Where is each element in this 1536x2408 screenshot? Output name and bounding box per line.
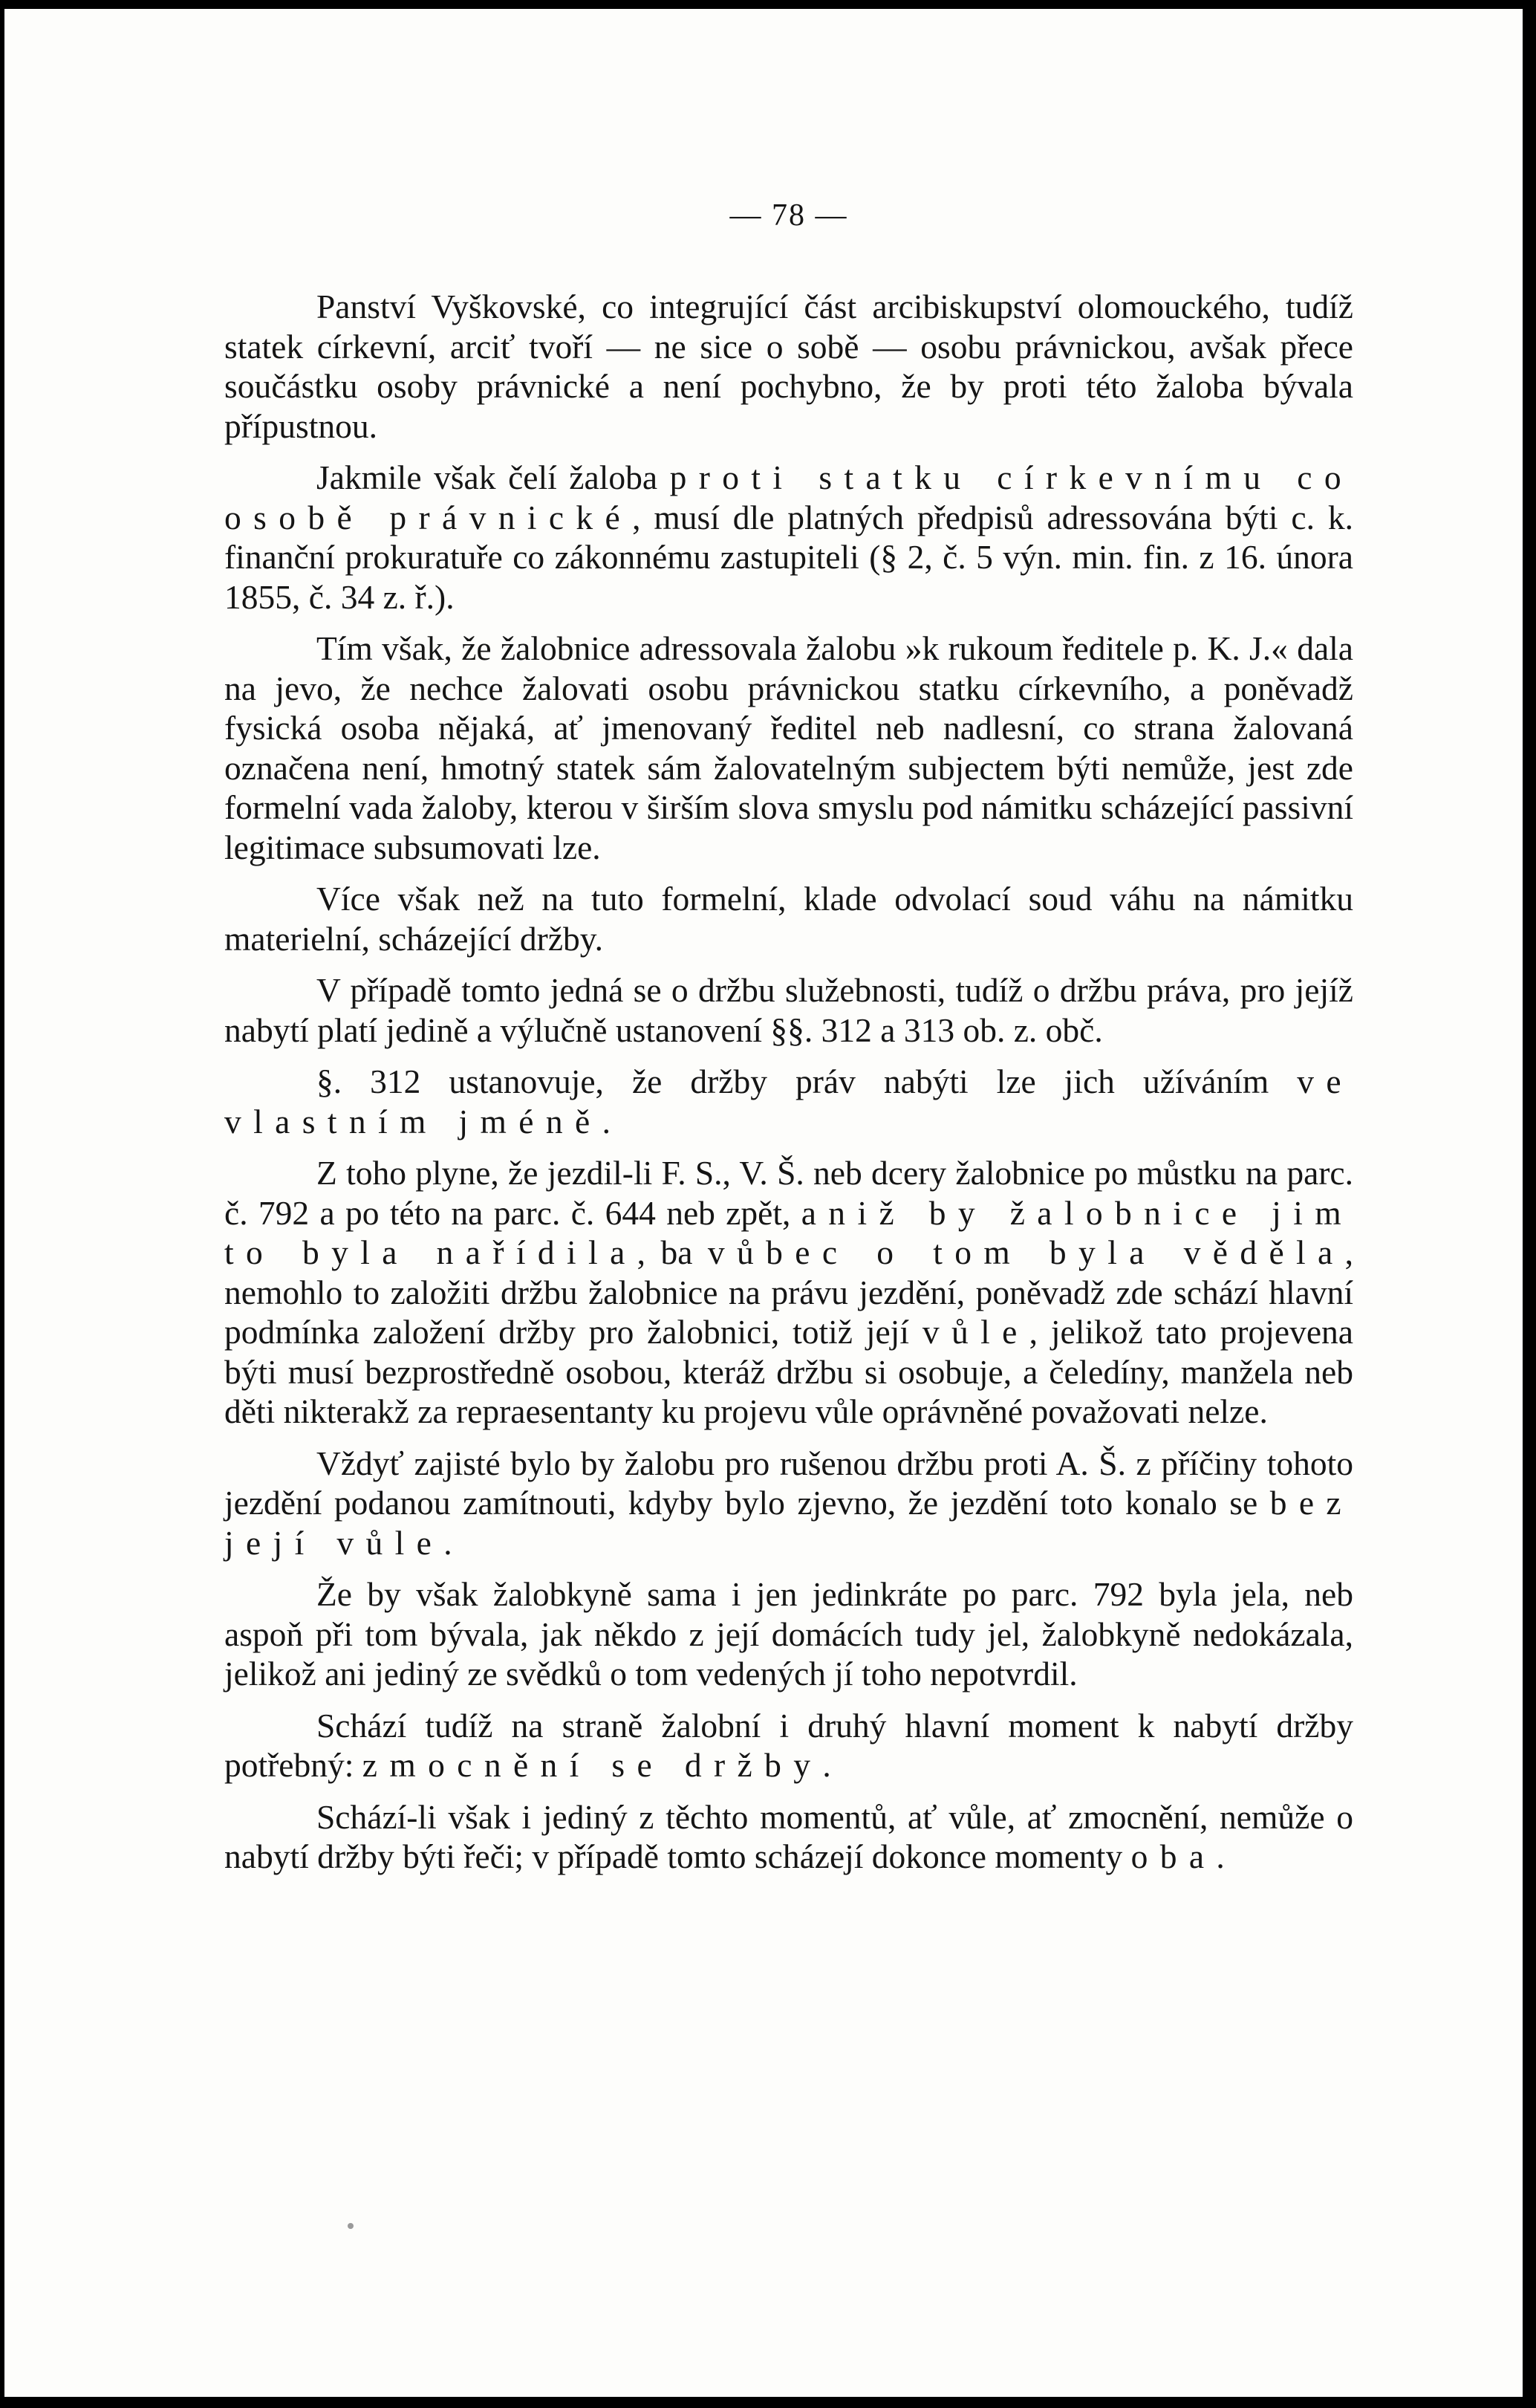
body-paragraph — [224, 1153, 1353, 1432]
body-paragraph — [224, 1444, 1353, 1563]
paragraph-text: , jelikož tato projevena býti musí bezprostředně osobou, kteráž držbu si osobuje, a čeledíny, manžela neb děti nikterakž za repraesentanty ku projevu vůle oprávněné považovati nelze. — [224, 1313, 1353, 1430]
spaced-emphasis-text: bez její vůle — [224, 1484, 1353, 1562]
body-paragraph — [224, 1706, 1353, 1785]
scan-speck — [348, 2223, 354, 2229]
spaced-emphasis-text: ve vlastním jméně — [224, 1062, 1353, 1140]
paragraph-text: , musí dle platných předpisů adressována býti c. k. finanční prokuratuře co zákonnému zastupiteli (§ 2, č. 5 výn. min. fin. z 16. února 1855, č. 34 z. ř.). — [224, 498, 1353, 616]
scanned-page — [4, 9, 1523, 2397]
paragraph-text: , ba — [637, 1233, 708, 1271]
body-paragraph — [224, 970, 1353, 1050]
paragraph-text: Schází tudíž na straně žalobní i druhý hlavní moment k nabytí držby potřebný: — [224, 1706, 1353, 1784]
paragraph-text: Že by však žalobkyně sama i jen jedinkráte po parc. 792 byla jela, neb aspoň při tom bývala, jak někdo z její domácích tudy jel, žalobkyně nedokázala, jelikož ani jediný ze svědků o tom vedených jí toho nepotvrdil. — [224, 1575, 1353, 1693]
spaced-emphasis-text: zmocnění se držby — [362, 1746, 823, 1784]
body-paragraph — [224, 1062, 1353, 1141]
paragraph-text: Vždyť zajisté bylo by žalobu pro rušenou držbu proti A. Š. z příčiny tohoto jezdění podanou zamítnouti, kdyby bylo zjevno, že jezdění toto konalo se — [224, 1444, 1353, 1522]
paragraph-text: . — [602, 1102, 611, 1140]
paragraph-text: Tím však, že žalobnice adressovala žalobu »k rukoum ředitele p. K. J.« dala na jevo, že nechce žalovati osobu právnickou statku církevního, a poněvadž fysická osoba nějaká, ať jmenovaný ředitel neb nadlesní, co strana žalovaná označena není, hmotný statek sám žalovatelným subjectem býti nemůže, jest zde formelní vada žaloby, kterou v širším slova smyslu pod námitku scházející passivní legitimace subsumovati lze. — [224, 629, 1353, 866]
paragraph-text: , nemohlo to založiti držbu žalobnice na právu jezdění, poněvadž zde schází hlavní podmínka založení držby pro žalobnici, totiž její — [224, 1233, 1353, 1351]
paragraph-text: Více však než na tuto formelní, klade odvolací soud váhu na námitku materielní, scházející držby. — [224, 880, 1353, 958]
spaced-emphasis-text: vůbec o tom byla věděla — [707, 1233, 1345, 1271]
spaced-emphasis-text: proti statku církevnímu co osobě právnické — [224, 458, 1353, 536]
paragraph-text: §. 312 ustanovuje, že držby práv nabýti lze jich užíváním — [316, 1062, 1298, 1100]
text-column — [224, 287, 1353, 1877]
paragraph-text: Jakmile však čelí žaloba — [316, 458, 670, 496]
paragraph-text: . — [1216, 1837, 1225, 1875]
paragraph-text: V případě tomto jedná se o držbu služebnosti, tudíž o držbu práva, pro jejíž nabytí platí jedině a výlučně ustanovení §§. 312 a 313 ob. z. obč. — [224, 971, 1353, 1049]
page-number: — 78 — — [729, 198, 848, 233]
body-paragraph — [224, 1574, 1353, 1694]
body-paragraph — [224, 458, 1353, 617]
paragraph-text: . — [822, 1746, 831, 1784]
spaced-emphasis-text: oba — [1130, 1837, 1217, 1875]
paragraph-text: Z toho plyne, že jezdil-li F. S., V. Š. neb dcery žalobnice po můstku na parc. č. 792 a po této na parc. č. 644 neb zpět, — [224, 1154, 1353, 1232]
body-paragraph — [224, 1797, 1353, 1877]
body-paragraph — [224, 287, 1353, 446]
paragraph-text: Panství Vyškovské, co integrující část arcibiskupství olomouckého, tudíž statek církevní, arciť tvoří — ne sice o sobě — osobu právnickou, avšak přece součástku osoby právnické a není pochybno, že by proti této žaloba bývala přípustnou. — [224, 288, 1353, 445]
body-paragraph — [224, 629, 1353, 867]
spaced-emphasis-text: aniž by žalobnice jim to byla nařídila — [224, 1193, 1353, 1271]
paragraph-text: Schází-li však i jediný z těchto momentů, ať vůle, ať zmocnění, nemůže o nabytí držby býti řeči; v případě tomto scházejí dokonce momenty — [224, 1797, 1353, 1875]
body-paragraph — [224, 879, 1353, 958]
page-body — [224, 195, 1353, 1889]
paragraph-text: . — [443, 1523, 452, 1562]
spaced-emphasis-text: vůle — [922, 1313, 1029, 1351]
